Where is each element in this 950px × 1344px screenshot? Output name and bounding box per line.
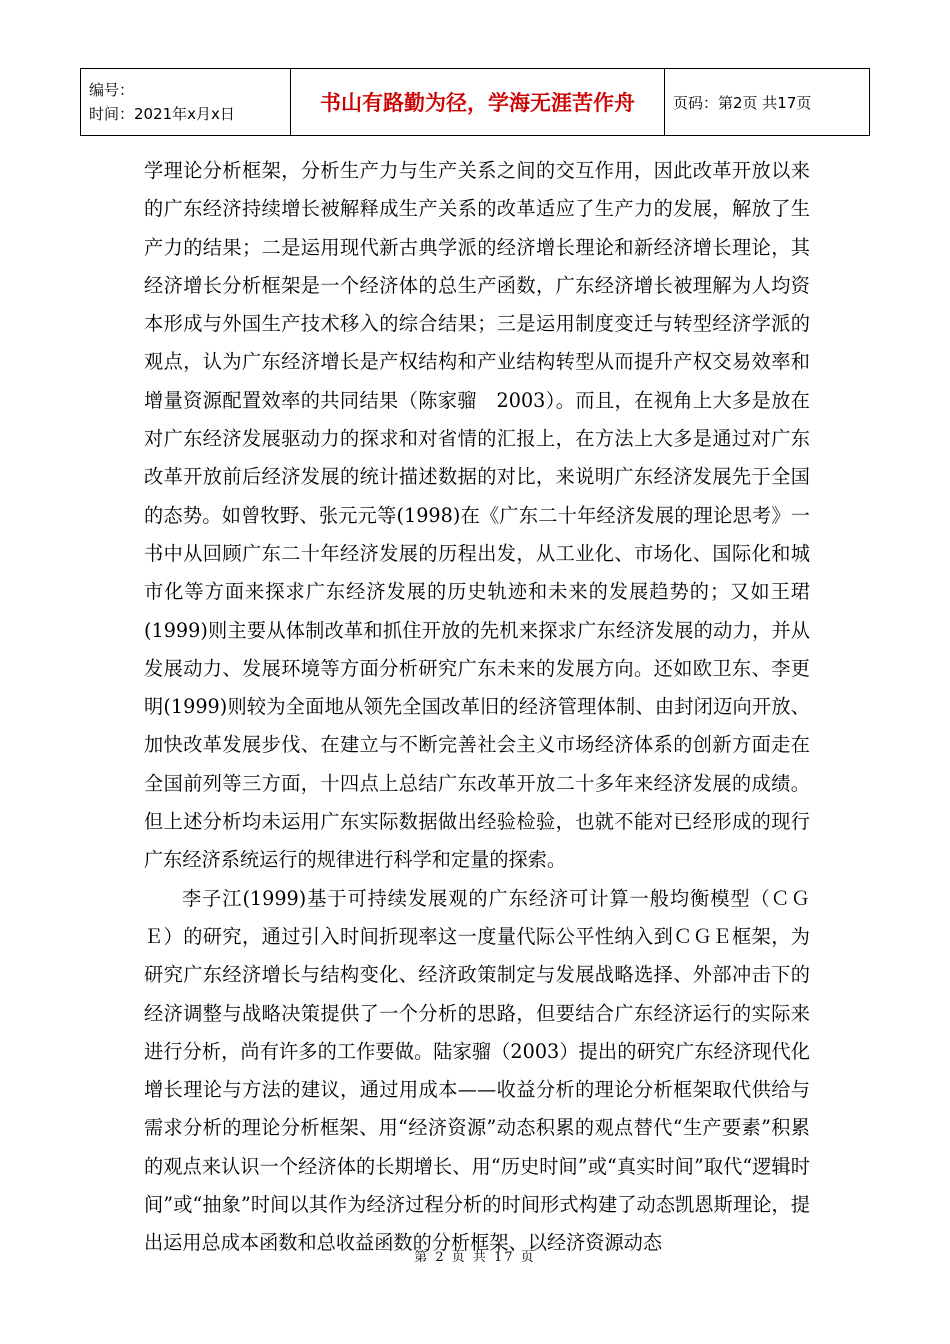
page-footer: 第 2 页 共 17 页 [414, 1250, 536, 1265]
motto: 书山有路勤为径，学海无涯苦作舟 [291, 69, 665, 136]
document-body [144, 152, 810, 1263]
header-meta [81, 69, 291, 136]
number-label: 编号： [89, 81, 135, 99]
page-info: 页码：第2页 共17页 [665, 69, 870, 136]
date-label: 时间：2021年x月x日 [89, 105, 235, 123]
paragraph: 李子江(1999)基于可持续发展观的广东经济可计算一般均衡模型（ＣＧＥ）的研究，通过引入时间折现率这一度量代际公平性纳入到ＣＧＥ框架，为研究广东经济增长与结构变化、经济政策制定与发展战略选择、外部冲击下的经济调整与战略决策提供了一个分析的思路，但要结合广东经济运行的实际来进行分析，尚有许多的工作要做。陆家骝（2003）提出的研究广东经济现代化增长理论与方法的建议，通过用成本——收益分析的理论分析框架取代供给与需求分析的理论分析框架、用“经济资源”动态积累的观点替代“生产要素”积累的观点来认识一个经济体的长期增长、用“历史时间”或“真实时间”取代“逻辑时间”或“抽象”时间以其作为经济过程分析的时间形式构建了动态凯恩斯理论，提出运用总成本函数和总收益函数的分析框架、以经济资源动态 [144, 886, 810, 1255]
paragraph: 学理论分析框架，分析生产力与生产关系之间的交互作用，因此改革开放以来的广东经济持续增长被解释成生产关系的改革适应了生产力的发展，解放了生产力的结果；二是运用现代新古典学派的经济增长理论和新经济增长理论，其经济增长分析框架是一个经济体的总生产函数，广东经济增长被理解为人均资本形成与外国生产技术移入的综合结果；三是运用制度变迁与转型经济学派的观点，认为广东经济增长是产权结构和产业结构转型从而提升产权交易效率和增量资源配置效率的共同结果（陈家骝 2003）。而且，在视角上大多是放在对广东经济发展驱动力的探求和对省情的汇报上，在方法上大多是通过对广东改革开放前后经济发展的统计描述数据的对比，来说明广东经济发展先于全国的态势。如曾牧野、张元元等(1998)在《广东二十年经济发展的理论思考》一书中从回顾广东二十年经济发展的历程出发，从工业化、市场化、国际化和城市化等方面来探求广东经济发展的历史轨迹和未来的发展趋势的；又如王珺(1999)则主要从体制改革和抓住开放的先机来探求广东经济发展的动力，并从发展动力、发展环境等方面分析研究广东未来的发展方向。还如欧卫东、李更明(1999)则较为全面地从领先全国改革旧的经济管理体制、由封闭迈向开放、加快改革发展步伐、在建立与不断完善社会主义市场经济体系的创新方面走在全国前列等三方面，十四点上总结广东改革开放二十多年来经济发展的成绩。但上述分析均未运用广东实际数据做出经验检验，也就不能对已经形成的现行广东经济系统运行的规律进行科学和定量的探索。 [144, 159, 810, 872]
document-header [80, 68, 870, 136]
